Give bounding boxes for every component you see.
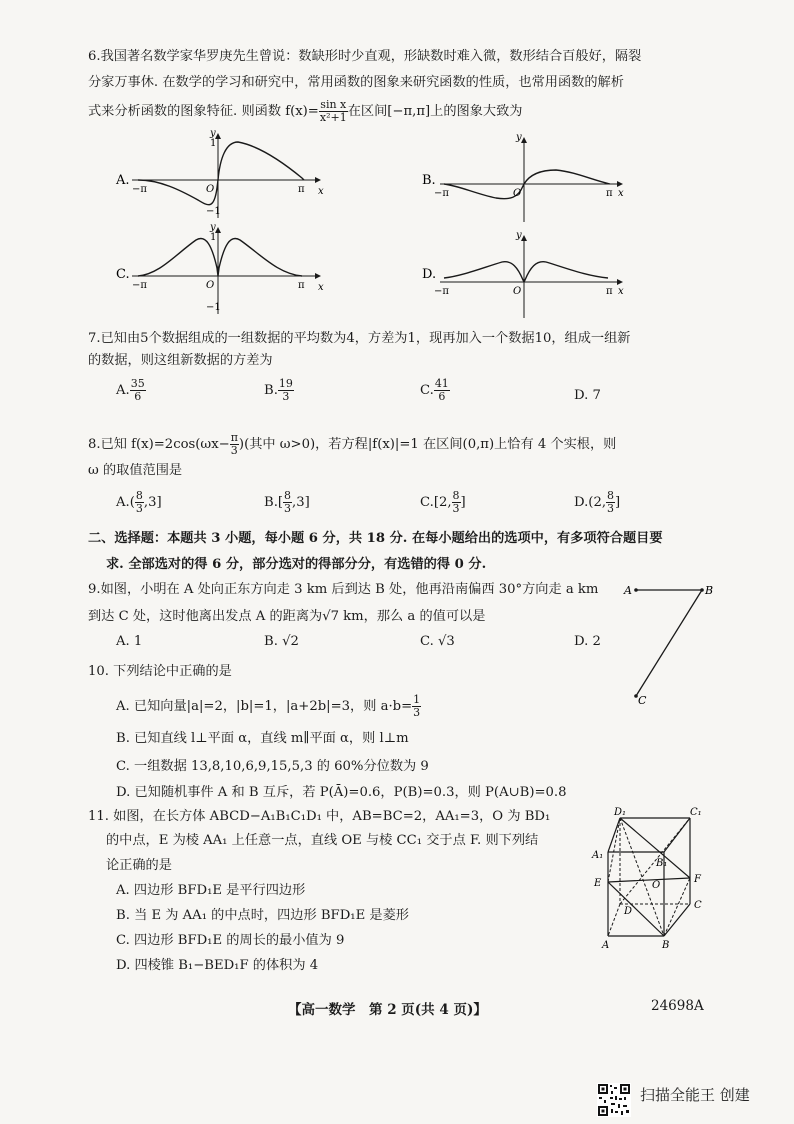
svg-text:A.: A.: [116, 173, 130, 188]
svg-text:y: y: [210, 128, 216, 139]
svg-text:π: π: [298, 184, 305, 195]
q8-line1: 8.已知 f(x)=2cos(ωx− $\frac{\pi}{3}$ )(其中 ω>0)，若方程|f(x)|=1 在区间(0,π)上恰有 4 个实根，则: [88, 431, 617, 457]
svg-text:−π: −π: [132, 184, 147, 195]
q7-option-b: B. $\frac{19}{3}$: [264, 377, 293, 403]
svg-text:π: π: [298, 280, 305, 291]
q9-option-a: A. 1: [116, 634, 143, 649]
graph-c: [116, 222, 324, 314]
q9-line1: 9.如图，小明在 A 处向正东方向走 3 km 后到达 B 处，他再沿南偏西 30°方向走 a km: [88, 582, 599, 597]
section2-line1: 二、选择题：本题共 3 小题，每小题 6 分，共 18 分. 在每小题给出的选项中，有多项符合题目要: [88, 531, 663, 546]
svg-text:−π: −π: [434, 286, 449, 297]
q11-label-c1: C₁: [690, 807, 702, 818]
svg-text:D.: D.: [422, 267, 437, 282]
svg-text:C.: C.: [116, 267, 130, 282]
graph-a: [115, 128, 324, 218]
q11-line2: 的中点，E 为棱 AA₁ 上任意一点，直线 OE 与棱 CC₁ 交于点 F. 则下列结: [106, 833, 539, 848]
q11-line1: 11. 如图，在长方体 ABCD−A₁B₁C₁D₁ 中，AB=BC=2，AA₁=3，O 为 BD₁: [88, 809, 551, 824]
page-footer: 【高一数学 第 2 页(共 4 页)】: [288, 1002, 487, 1018]
q11-label-o: O: [652, 880, 661, 891]
svg-text:y: y: [210, 222, 216, 233]
svg-text:−1: −1: [206, 302, 221, 313]
q8-option-a: A.( $\frac{8}{3}$ ,3]: [116, 489, 162, 515]
svg-text:−π: −π: [434, 188, 449, 199]
q10-option-d: D. 已知随机事件 A 和 B 互斥，若 P(Ā)=0.6，P(B)=0.3，则 P(A∪B)=0.8: [116, 785, 567, 800]
q11-label-a: A: [602, 940, 610, 951]
q11-option-c: C. 四边形 BFD₁E 的周长的最小值为 9: [116, 933, 345, 948]
q11-option-d: D. 四棱锥 B₁−BED₁F 的体积为 4: [116, 958, 319, 973]
svg-text:x: x: [618, 286, 624, 297]
q9-option-d: D. 2: [574, 634, 601, 649]
q11-label-d: D: [624, 906, 633, 917]
q11-cuboid-figure: [590, 806, 720, 956]
q11-label-b1: B₁: [656, 858, 668, 869]
q7-option-d: D. 7: [574, 388, 601, 403]
section2-line2: 求. 全部选对的得 6 分，部分选对的得部分分，有选错的得 0 分.: [106, 557, 487, 572]
q6-func-post: 在区间[−π,π]上的图象大致为: [347, 104, 523, 119]
q9-option-b: B. √2: [264, 634, 299, 649]
q11-line3: 论正确的是: [106, 858, 172, 873]
svg-text:O: O: [513, 188, 522, 199]
svg-text:1: 1: [210, 138, 217, 149]
qr-code-icon: [597, 1083, 631, 1117]
svg-text:π: π: [606, 188, 613, 199]
q9-label-b: B: [705, 584, 714, 597]
q10-option-b: B. 已知直线 l⊥平面 α，直线 m∥平面 α，则 l⊥m: [116, 731, 409, 746]
svg-text:x: x: [618, 188, 624, 199]
svg-text:−π: −π: [132, 280, 147, 291]
q7-line1: 7.已知由5个数据组成的一组数据的平均数为4，方差为1，现再加入一个数据10，组成一组新: [88, 331, 631, 346]
q6-line3: [88, 99, 522, 124]
q9-line2: 到达 C 处，这时他离出发点 A 的距离为√7 km，那么 a 的值可以是: [88, 609, 486, 624]
q11-option-b: B. 当 E 为 AA₁ 的中点时，四边形 BFD₁E 是菱形: [116, 908, 409, 923]
q7-option-c: C. $\frac{41}{6}$: [420, 377, 449, 403]
q11-label-a1: A₁: [592, 850, 604, 861]
q10-option-c: C. 一组数据 13,8,10,6,9,15,5,3 的 60%分位数为 9: [116, 759, 429, 774]
scanner-watermark: 扫描全能王 创建: [640, 1086, 750, 1104]
q9-label-c: C: [638, 694, 647, 707]
q9-label-a: A: [624, 584, 632, 597]
q11-label-f: F: [694, 874, 701, 885]
q11-option-a: A. 四边形 BFD₁E 是平行四边形: [116, 883, 306, 898]
svg-text:O: O: [206, 280, 215, 291]
svg-text:y: y: [516, 132, 522, 143]
svg-text:O: O: [513, 286, 522, 297]
svg-text:−1: −1: [206, 206, 221, 217]
svg-text:1: 1: [210, 232, 217, 243]
q6-func-fraction: $\frac{\text{sin x}}{\text{x²+1}}$: [319, 98, 347, 124]
q9-figure: [622, 580, 722, 710]
svg-text:y: y: [516, 230, 522, 241]
q8-line2: ω 的取值范围是: [88, 463, 183, 478]
q7-line2: 的数据，则这组新数据的方差为: [88, 353, 273, 368]
q11-label-e: E: [594, 878, 602, 889]
q11-label-c: C: [694, 900, 702, 911]
q8-option-b: B.[ $\frac{8}{3}$ ,3]: [264, 489, 310, 515]
svg-text:x: x: [318, 186, 324, 197]
svg-text:x: x: [318, 282, 324, 293]
q6-func-pre: 式来分析函数的图象特征. 则函数 f(x)=: [88, 104, 319, 119]
svg-text:O: O: [206, 184, 215, 195]
graph-d: [422, 230, 624, 318]
paper-code: 24698A: [651, 998, 704, 1014]
q8-option-d: D.(2, $\frac{8}{3}$ ]: [574, 489, 621, 515]
graph-b: [422, 132, 624, 222]
svg-text:π: π: [606, 286, 613, 297]
q6-line1: 6.我国著名数学家华罗庚先生曾说：数缺形时少直观，形缺数时难入微，数形结合百般好，隔裂: [88, 49, 642, 64]
q11-label-d1: D₁: [614, 807, 627, 818]
svg-text:B.: B.: [422, 173, 436, 188]
q7-option-a: A. $\frac{35}{6}$: [116, 377, 145, 403]
q6-graphs: [110, 128, 790, 323]
q10-option-a: A. 已知向量|a|=2，|b|=1，|a+2b|=3，则 a·b= $\frac{1}{3}$: [116, 693, 421, 719]
q10-stem: 10. 下列结论中正确的是: [88, 664, 232, 679]
q11-label-b: B: [662, 940, 670, 951]
q8-option-c: C.[2, $\frac{8}{3}$ ]: [420, 489, 466, 515]
q6-line2: 分家万事休. 在数学的学习和研究中，常用函数的图象来研究函数的性质，也常用函数的解析: [88, 75, 624, 90]
q9-option-c: C. √3: [420, 634, 455, 649]
